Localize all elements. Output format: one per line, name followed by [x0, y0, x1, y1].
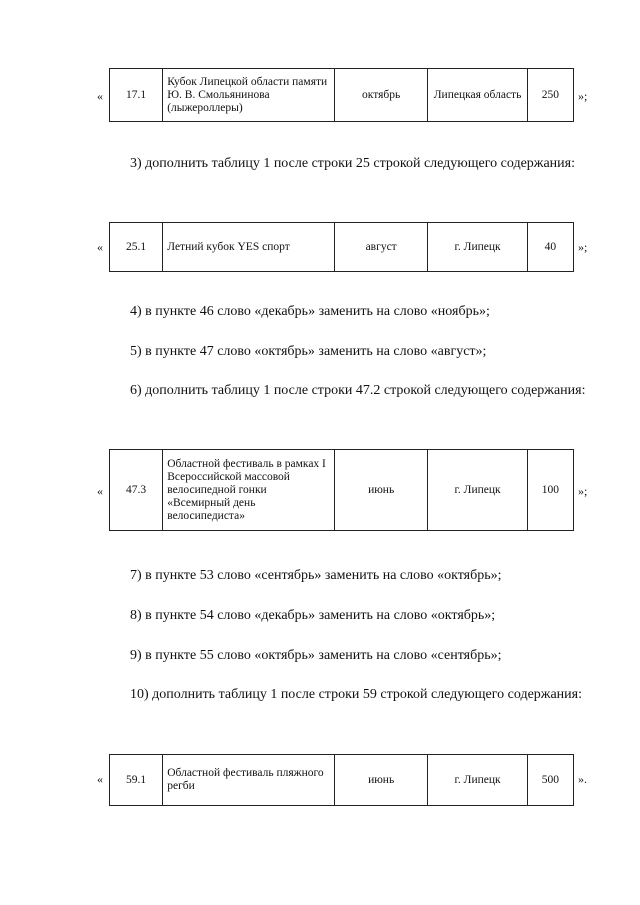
cell-event-name: Летний кубок YES спорт — [163, 223, 335, 272]
table — [109, 68, 574, 122]
close-quote: »; — [578, 89, 588, 103]
cell-number: 47.3 — [110, 450, 163, 531]
cell-month: октябрь — [334, 69, 427, 122]
open-quote: « — [97, 89, 103, 103]
paragraph-5: 5) в пункте 47 слово «октябрь» заменить на слово «август»; — [130, 344, 487, 359]
cell-number: 25.1 — [110, 223, 163, 272]
open-quote: « — [97, 484, 103, 498]
cell-number: 59.1 — [110, 755, 163, 806]
cell-month: август — [334, 223, 427, 272]
cell-event-name: Областной фестиваль в рамках I Всероссийской массовой велосипедной гонки «Всемирный день велосипедиста» — [163, 450, 335, 531]
cell-place: г. Липецк — [428, 450, 527, 531]
cell-month: июнь — [334, 755, 427, 806]
paragraph-9: 9) в пункте 55 слово «октябрь» заменить на слово «сентябрь»; — [130, 648, 502, 663]
paragraph-4: 4) в пункте 46 слово «декабрь» заменить на слово «ноябрь»; — [130, 304, 490, 319]
open-quote: « — [97, 240, 103, 254]
cell-place: Липецкая область — [428, 69, 527, 122]
cell-month: июнь — [334, 450, 427, 531]
cell-place: г. Липецк — [428, 755, 527, 806]
table — [109, 222, 574, 272]
cell-participants: 500 — [527, 755, 573, 806]
paragraph-10: 10) дополнить таблицу 1 после строки 59 строкой следующего содержания: — [130, 687, 582, 702]
close-quote: »; — [578, 240, 588, 254]
close-quote: »; — [578, 484, 588, 498]
paragraph-3: 3) дополнить таблицу 1 после строки 25 строкой следующего содержания: — [130, 156, 575, 171]
table — [109, 754, 574, 806]
close-quote: ». — [578, 772, 587, 786]
cell-participants: 100 — [527, 450, 573, 531]
cell-event-name: Кубок Липецкой области памяти Ю. В. Смольянинова (лыжероллеры) — [163, 69, 335, 122]
paragraph-7: 7) в пункте 53 слово «сентябрь» заменить на слово «октябрь»; — [130, 568, 502, 583]
cell-number: 17.1 — [110, 69, 163, 122]
cell-event-name: Областной фестиваль пляжного регби — [163, 755, 335, 806]
cell-participants: 40 — [527, 223, 573, 272]
cell-participants: 250 — [527, 69, 573, 122]
table — [109, 449, 574, 531]
paragraph-6: 6) дополнить таблицу 1 после строки 47.2 строкой следующего содержания: — [130, 383, 586, 398]
open-quote: « — [97, 772, 103, 786]
paragraph-8: 8) в пункте 54 слово «декабрь» заменить на слово «октябрь»; — [130, 608, 496, 623]
cell-place: г. Липецк — [428, 223, 527, 272]
